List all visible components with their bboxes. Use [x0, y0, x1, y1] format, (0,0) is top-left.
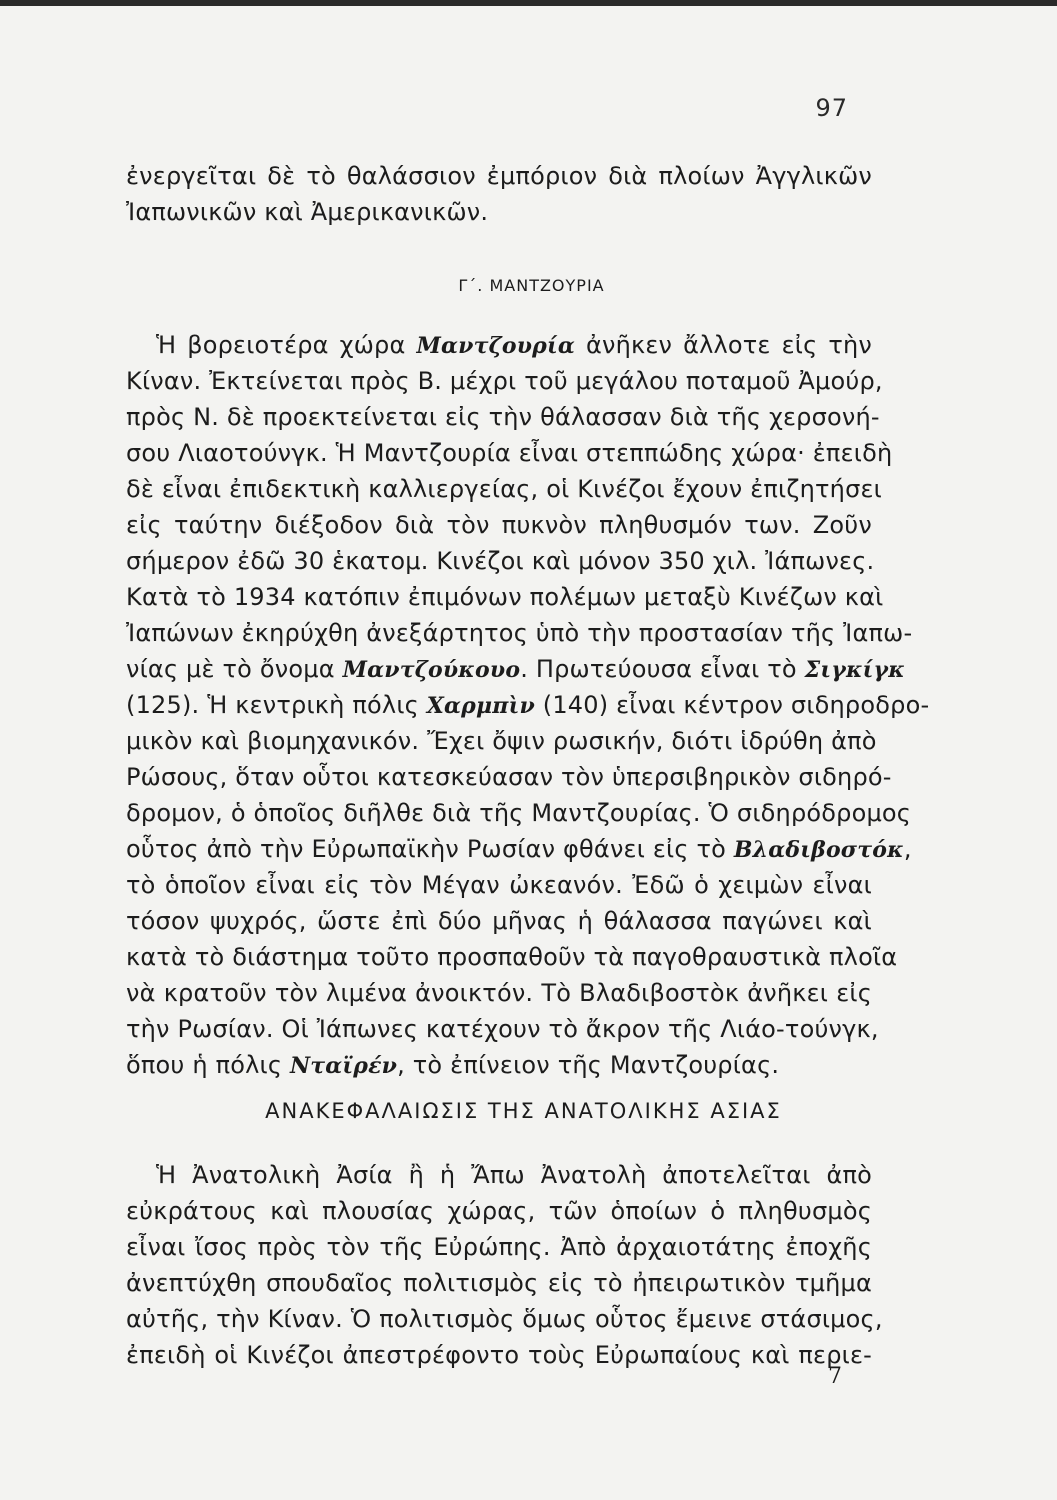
text-line: αὐτῆς, τὴν Κίναν. Ὁ πολιτισμὸς ὅμως οὗτος ἔμεινε στάσιμος,: [126, 1305, 883, 1333]
text-line: πρὸς Ν. δὲ προεκτείνεται εἰς τὴν θάλασσαν διὰ τῆς χερσονή-: [126, 403, 880, 431]
text-line: σήμερον ἐδῶ 30 ἑκατομ. Κινέζοι καὶ μόνον 350 χιλ. Ἰάπωνες.: [126, 547, 875, 575]
summary-paragraph: [126, 1157, 883, 1373]
text-line: [126, 651, 905, 687]
text-line: κατὰ τὸ διάστημα τοῦτο προσπαθοῦν τὰ παγοθραυστικὰ πλοῖα: [126, 943, 898, 971]
text-line: Ἡ Ἀνατολικὴ Ἀσία ἢ ἡ Ἄπω Ἀνατολὴ ἀποτελεῖται ἀπὸ: [156, 1161, 872, 1189]
text-line: εἰς ταύτην διέξοδον διὰ τὸν πυκνὸν πληθυσμόν των. Ζοῦν: [126, 511, 872, 539]
text-line: νὰ κρατοῦν τὸν λιμένα ἀνοικτόν. Τὸ Βλαδιβοστὸκ ἀνῆκει εἰς: [126, 979, 872, 1007]
text-fragment: Ἡ βορειοτέρα χώρα: [156, 331, 417, 359]
text-fragment: (140) εἶναι κέντρον σιδηροδρο-: [534, 691, 930, 719]
text-fragment: , τὸ ἐπίνειον τῆς Μαντζουρίας.: [397, 1051, 780, 1079]
text-line: [126, 1047, 872, 1083]
text-line: [126, 687, 930, 723]
emphasized-place-name: Νταϊρέν: [289, 1053, 398, 1079]
emphasized-place-name: Βλαδιβοστόκ: [733, 837, 904, 863]
text-line: ἐνεργεῖται δὲ τὸ θαλάσσιον ἐμπόριον διὰ πλοίων Ἀγγλικῶν: [126, 162, 872, 190]
manchuria-paragraph: [126, 327, 930, 1083]
text-line: τόσον ψυχρός, ὥστε ἐπὶ δύο μῆνας ἡ θάλασσα παγώνει καὶ: [126, 907, 872, 935]
text-line: ἀνεπτύχθη σπουδαῖος πολιτισμὸς εἰς τὸ ἠπειρωτικὸν τμῆμα: [126, 1269, 872, 1297]
summary-heading: ΑΝΑΚΕΦΑΛΑΙΩΣΙΣ ΤΗΣ ΑΝΑΤΟΛΙΚΗΣ ΑΣΙΑΣ: [265, 1099, 782, 1123]
text-line: σου Λιαοτούνγκ. Ἡ Μαντζουρία εἶναι στεππώδης χώρα· ἐπειδὴ: [126, 439, 893, 467]
text-line: δὲ εἶναι ἐπιδεκτικὴ καλλιεργείας, οἱ Κινέζοι ἔχουν ἐπιζητήσει: [126, 475, 882, 503]
text-fragment: . Πρωτεύουσα εἶναι τὸ: [520, 655, 805, 683]
text-line: τὴν Ρωσίαν. Οἱ Ἰάπωνες κατέχουν τὸ ἄκρον τῆς Λιάο-τούνγκ,: [126, 1015, 879, 1043]
text-line: Κίναν. Ἐκτείνεται πρὸς Β. μέχρι τοῦ μεγάλου ποταμοῦ Ἀμούρ,: [126, 367, 883, 395]
text-line: δρομον, ὁ ὁποῖος διῆλθε διὰ τῆς Μαντζουρίας. Ὁ σιδηρόδρομος: [126, 799, 912, 827]
text-line: μικὸν καὶ βιομηχανικόν. Ἔχει ὄψιν ρωσικήν, διότι ἱδρύθη ἀπὸ: [126, 727, 877, 755]
text-fragment: νίας μὲ τὸ ὄνομα: [126, 655, 343, 683]
emphasized-place-name: Σιγκίγκ: [804, 657, 905, 683]
page-number: 97: [815, 94, 848, 122]
section-heading: Γ΄. ΜΑΝΤΖΟΥΡΙΑ: [458, 276, 605, 295]
text-line: ἐπειδὴ οἱ Κινέζοι ἀπεστρέφοντο τοὺς Εὐρωπαίους καὶ περιε-: [126, 1341, 872, 1369]
emphasized-place-name: Μαντζούκουο: [342, 657, 521, 683]
text-line: Κατὰ τὸ 1934 κατόπιν ἐπιμόνων πολέμων μεταξὺ Κινέζων καὶ: [126, 583, 884, 611]
text-line: Ρώσους, ὅταν οὗτοι κατεσκεύασαν τὸν ὑπερσιβηρικὸν σιδηρό-: [126, 763, 892, 791]
text-fragment: ὅπου ἡ πόλις: [126, 1051, 290, 1079]
signature-mark: 7: [828, 1364, 842, 1389]
emphasized-place-name: Μαντζουρία: [416, 333, 575, 359]
text-line: [126, 831, 912, 867]
text-line: εἶναι ἴσος πρὸς τὸν τῆς Εὐρώπης. Ἀπὸ ἀρχαιοτάτης ἐποχῆς: [126, 1233, 872, 1261]
text-fragment: ἀνῆκεν ἄλλοτε εἰς τὴν: [574, 331, 872, 359]
top-paragraph: [126, 158, 872, 230]
text-line: [126, 327, 872, 363]
text-line: Ἰαπωνικῶν καὶ Ἀμερικανικῶν.: [126, 198, 489, 226]
text-line: τὸ ὁποῖον εἶναι εἰς τὸν Μέγαν ὠκεανόν. Ἐδῶ ὁ χειμὼν εἶναι: [126, 871, 872, 899]
text-line: εὐκράτους καὶ πλουσίας χώρας, τῶν ὁποίων ὁ πληθυσμὸς: [126, 1197, 872, 1225]
text-fragment: (125). Ἡ κεντρικὴ πόλις: [126, 691, 427, 719]
text-fragment: οὗτος ἀπὸ τὴν Εὐρωπαϊκὴν Ρωσίαν φθάνει εἰς τὸ: [126, 835, 734, 863]
text-line: Ἰαπώνων ἐκηρύχθη ἀνεξάρτητος ὑπὸ τὴν προστασίαν τῆς Ἰαπω-: [126, 619, 913, 647]
emphasized-place-name: Χαρμπὶν: [426, 693, 535, 719]
text-fragment: ,: [903, 835, 912, 863]
